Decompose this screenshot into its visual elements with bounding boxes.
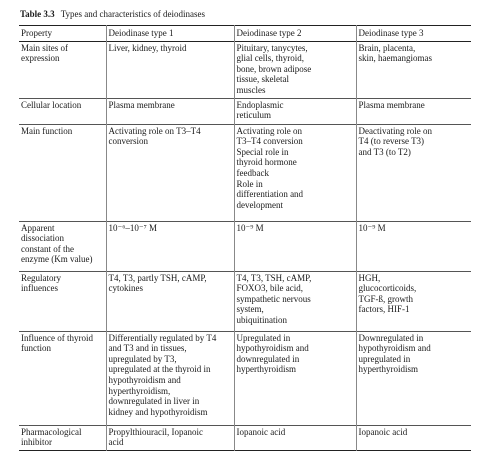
type2-cell: T4, T3, TSH, cAMP, FOXO3, bile acid, sympathetic nervous system, ubiquitination: [234, 271, 356, 331]
type3-cell: Plasma membrane: [356, 98, 471, 124]
header-deiodinase-type-2: Deiodinase type 2: [234, 26, 356, 42]
type2-cell: Pituitary, tanycytes, glial cells, thyroid, bone, brown adipose tissue, skeletal muscles: [234, 41, 356, 98]
table-row: [19, 98, 471, 124]
type1-cell: Differentially regulated by T4 and T3 and in tissues, upregulated by T3, upregulated at the thyroid in hypothyroidism and hyperthyroidism, downregulated in liver in kidney and hypothyroidism: [106, 331, 234, 425]
table-title: Types and characteristics of deiodinases: [60, 9, 206, 19]
type1-cell: Liver, kidney, thyroid: [106, 41, 234, 98]
property-cell: Apparent dissociation constant of the enzyme (Km value): [21, 222, 93, 265]
type1-cell: Plasma membrane: [106, 98, 234, 124]
header-deiodinase-type-1: Deiodinase type 1: [106, 26, 234, 42]
table-row: [19, 271, 471, 331]
type3-cell: Brain, placenta, skin, haemangiomas: [356, 41, 471, 98]
table-header-row: [19, 26, 471, 42]
property-cell: Regulatory influences: [21, 272, 61, 294]
type2-cell: 10⁻⁹ M: [234, 221, 356, 271]
table-row: [19, 124, 471, 221]
type2-cell: Endoplasmic reticulum: [234, 98, 356, 124]
header-property: Property: [21, 28, 52, 38]
property-cell: Cellular location: [21, 99, 82, 110]
type3-cell: HGH, glucocorticoids, TGF-ß, growth factors, HIF-1: [356, 271, 471, 331]
header-deiodinase-type-3: Deiodinase type 3: [356, 26, 471, 42]
type2-cell: Upregulated in hypothyroidism and downregulated in hyperthyroidism: [234, 331, 356, 425]
type2-cell: Iopanoic acid: [234, 425, 356, 450]
property-cell: Main sites of expression: [21, 42, 68, 64]
type1-cell: T4, T3, partly TSH, cAMP, cytokines: [106, 271, 234, 331]
type2-cell: Activating role on T3–T4 conversion Special role in thyroid hormone feedback Role in differentiation and development: [234, 124, 356, 221]
type1-cell: 10⁻⁶–10⁻⁷ M: [106, 221, 234, 271]
property-cell: Main function: [21, 125, 73, 136]
type3-cell: 10⁻⁹ M: [356, 221, 471, 271]
type3-cell: Downregulated in hypothyroidism and upregulated in hyperthyroidism: [356, 331, 471, 425]
table-row: [19, 41, 471, 98]
type3-cell: Deactivating role on T4 (to reverse T3) and T3 (to T2): [356, 124, 471, 221]
deiodinase-table: [19, 25, 471, 451]
table-number: Table 3.3: [20, 9, 55, 19]
table-caption: [20, 9, 471, 20]
property-cell: Influence of thyroid function: [21, 332, 93, 354]
table-row: [19, 425, 471, 450]
type1-cell: Propylthiouracil, Iopanoic acid: [106, 425, 234, 450]
document-page: [19, 9, 471, 451]
property-cell: Pharmacological inhibitor: [21, 426, 82, 448]
type1-cell: Activating role on T3–T4 conversion: [106, 124, 234, 221]
type3-cell: Iopanoic acid: [356, 425, 471, 450]
table-row: [19, 331, 471, 425]
table-row: [19, 221, 471, 271]
